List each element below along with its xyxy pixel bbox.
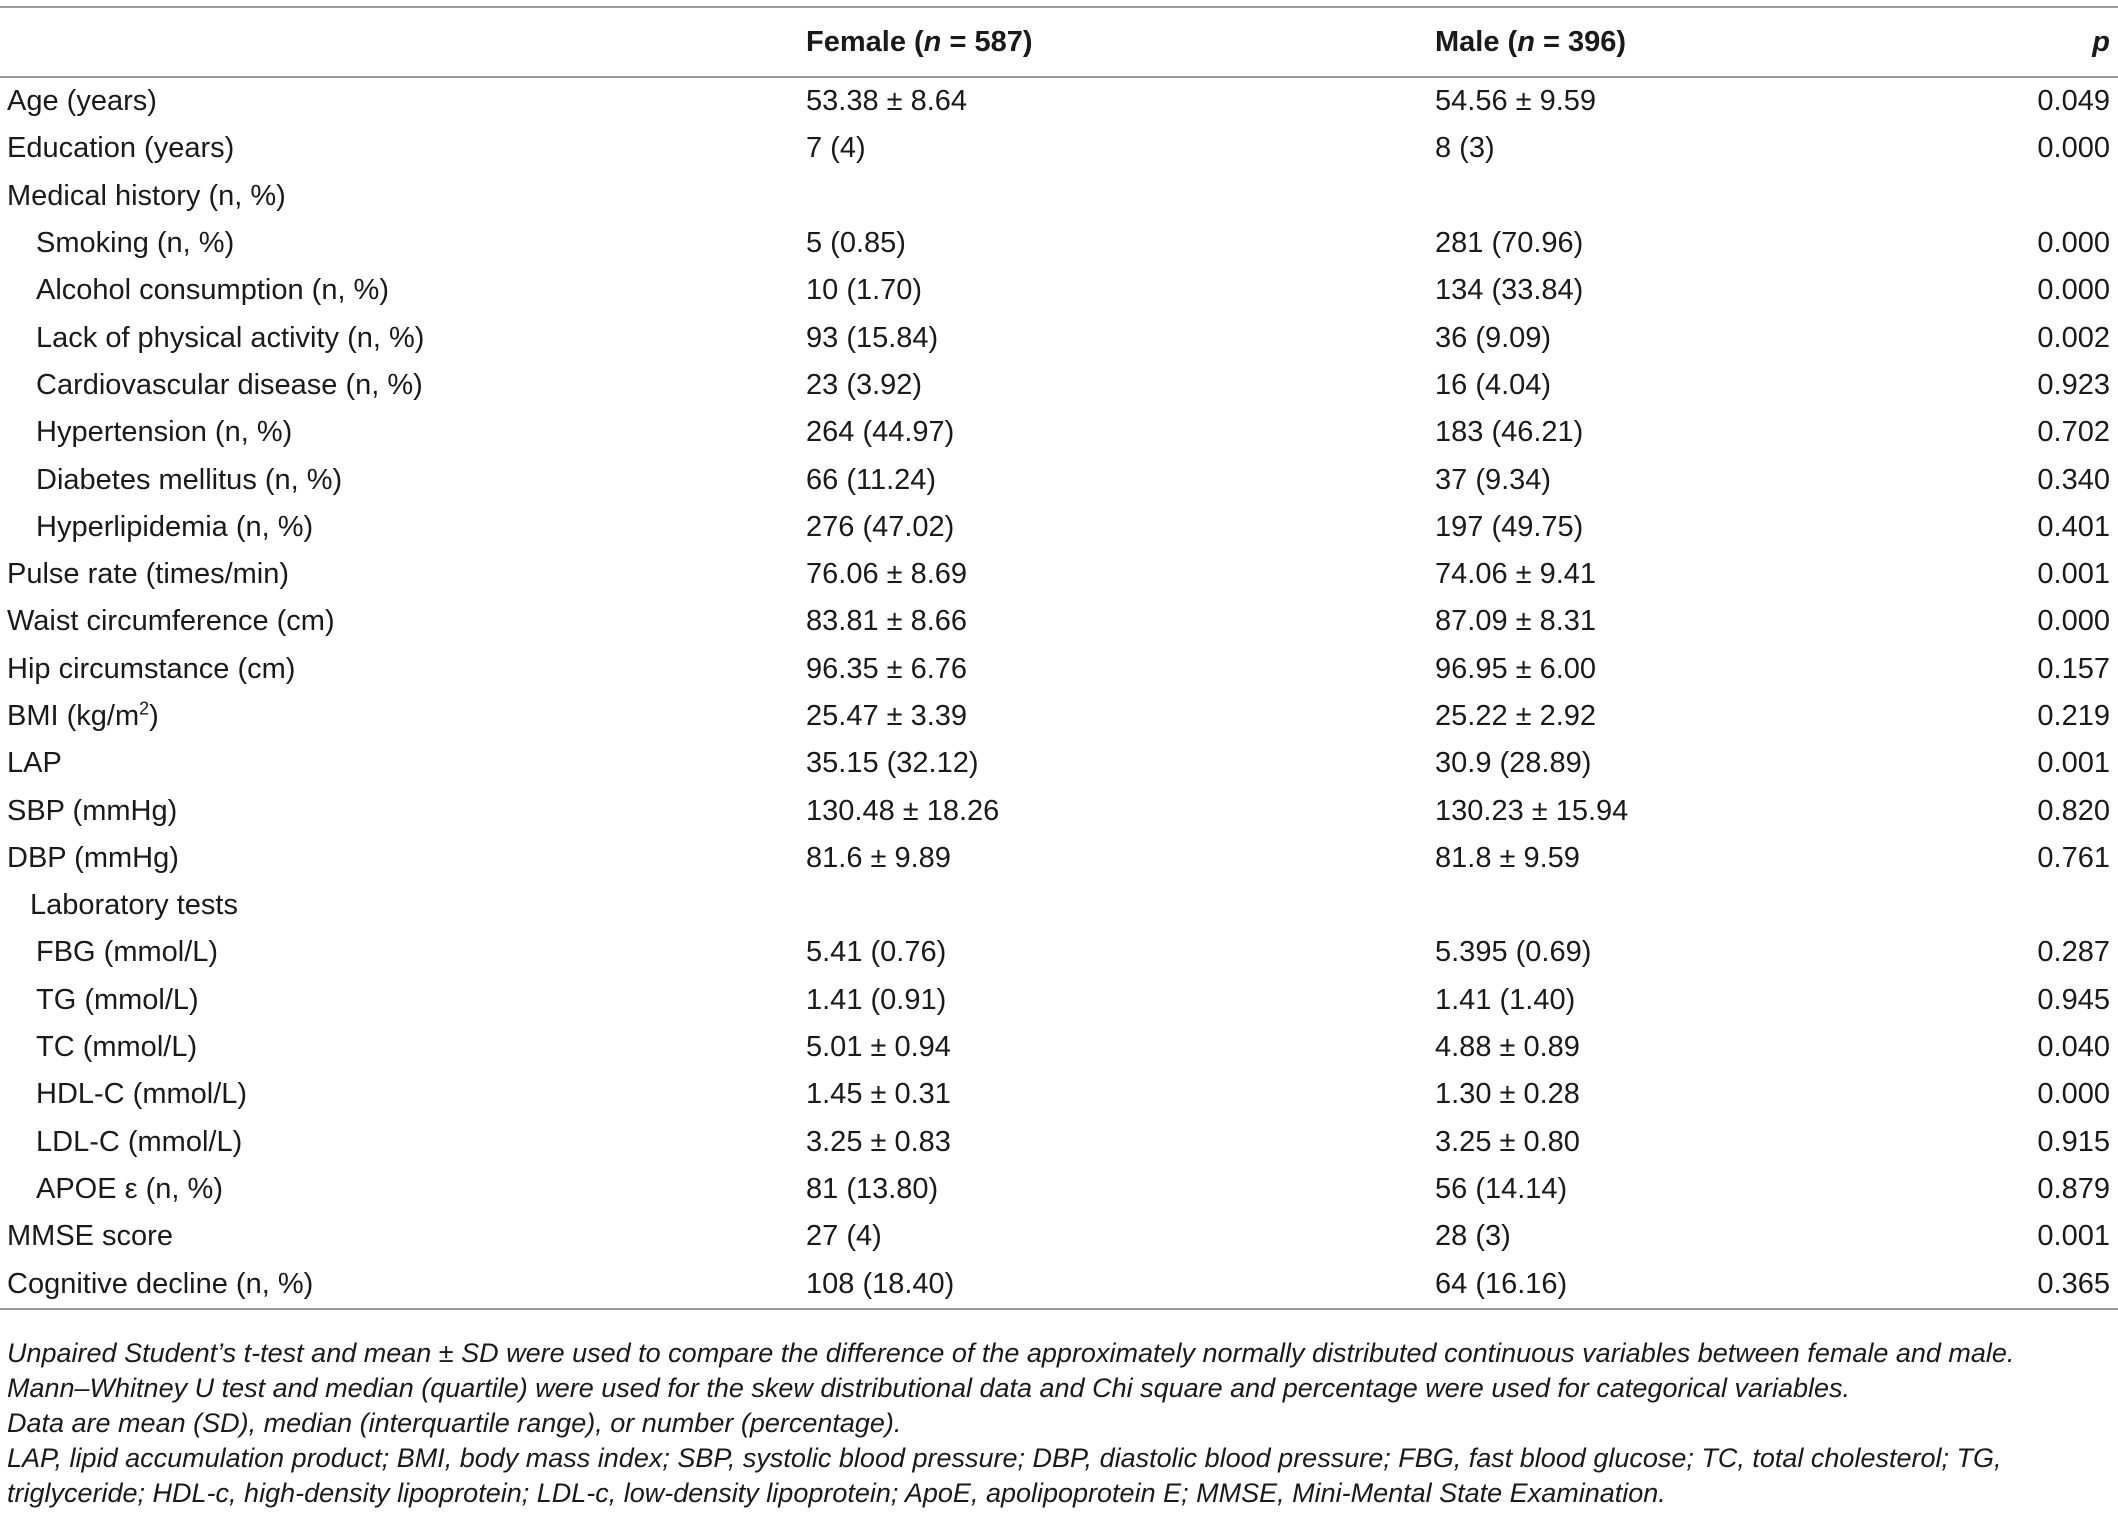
row-label: Lack of physical activity (n, %): [36, 321, 425, 354]
table-row: [0, 693, 2118, 740]
male-value: 8 (3): [1435, 132, 1495, 165]
male-value: 87.09 ± 8.31: [1435, 605, 1597, 638]
header-male: Male (n = 396): [1435, 25, 1626, 58]
male-value: 197 (49.75): [1435, 510, 1584, 543]
female-value: 66 (11.24): [806, 463, 937, 496]
table-row: [0, 504, 2118, 551]
table-row: [0, 1260, 2118, 1308]
p-value: 0.049: [2037, 85, 2110, 118]
p-value: 0.365: [2037, 1267, 2110, 1300]
p-value: 0.001: [2037, 747, 2110, 780]
table-row: [0, 125, 2118, 172]
female-value: 23 (3.92): [806, 368, 923, 401]
female-value: 264 (44.97): [806, 416, 955, 449]
female-value: 25.47 ± 3.39: [806, 700, 968, 732]
female-value: 5.01 ± 0.94: [806, 1031, 951, 1064]
male-value: 130.23 ± 15.94: [1435, 794, 1629, 827]
female-value: 1.45 ± 0.31: [806, 1078, 951, 1111]
p-value: 0.000: [2037, 274, 2110, 307]
p-value: 0.001: [2037, 1220, 2110, 1253]
p-value: 0.820: [2037, 794, 2110, 827]
female-value: 81.6 ± 9.89: [806, 841, 951, 874]
female-value: 130.48 ± 18.26: [806, 794, 1000, 827]
header-variable: [0, 7, 806, 77]
p-value: 0.040: [2037, 1031, 2110, 1064]
table-row: [0, 551, 2118, 598]
female-value: 93 (15.84): [806, 321, 939, 354]
header-female: Female (n = 587): [806, 25, 1033, 58]
p-value: 0.702: [2037, 416, 2110, 449]
male-value: 4.88 ± 0.89: [1435, 1031, 1580, 1064]
row-label: HDL-C (mmol/L): [36, 1078, 248, 1111]
male-value: 36 (9.09): [1435, 321, 1552, 354]
row-label: Alcohol consumption (n, %): [36, 274, 389, 307]
p-value: 0.915: [2037, 1125, 2110, 1158]
p-value: 0.219: [2037, 700, 2110, 732]
p-value: 0.000: [2037, 605, 2110, 638]
male-value: 5.395 (0.69): [1435, 936, 1592, 969]
table-row: [0, 1213, 2118, 1260]
p-value: 0.000: [2037, 227, 2110, 260]
table-row: [0, 977, 2118, 1024]
row-label: Hyperlipidemia (n, %): [36, 510, 314, 543]
row-label: Medical history (n, %): [7, 179, 286, 212]
table-row: [0, 1071, 2118, 1118]
p-value: 0.340: [2037, 463, 2110, 496]
male-value: [1435, 882, 1983, 929]
p-value: 0.945: [2037, 983, 2110, 1016]
male-value: 134 (33.84): [1435, 274, 1584, 307]
table-row: [0, 1119, 2118, 1166]
p-value: 0.761: [2037, 841, 2110, 874]
table-row: [0, 314, 2118, 361]
p-value: 0.002: [2037, 321, 2110, 354]
male-value: 56 (14.14): [1435, 1172, 1568, 1205]
table-row: [0, 646, 2118, 693]
table-row: [0, 362, 2118, 409]
table-footnotes: [7, 1336, 2107, 1511]
male-value: 37 (9.34): [1435, 463, 1552, 496]
row-label: Hip circumstance (cm): [7, 652, 296, 685]
p-value: 0.287: [2037, 936, 2110, 969]
p-value: [1983, 173, 2118, 220]
female-value: 3.25 ± 0.83: [806, 1125, 951, 1158]
row-label: Diabetes mellitus (n, %): [36, 463, 343, 496]
p-value: [1983, 882, 2118, 929]
table-row: [0, 929, 2118, 976]
row-label: SBP (mmHg): [7, 794, 178, 827]
table-row: [0, 787, 2118, 834]
male-value: 28 (3): [1435, 1220, 1511, 1253]
female-value: 10 (1.70): [806, 274, 923, 307]
female-value: 7 (4): [806, 132, 866, 165]
row-label: Pulse rate (times/min): [7, 558, 290, 591]
female-value: [806, 882, 1435, 929]
header-p-value: p: [2092, 25, 2110, 58]
female-value: 5.41 (0.76): [806, 936, 947, 969]
female-value: 35.15 (32.12): [806, 747, 979, 780]
table-header-row: [0, 7, 2118, 77]
row-label: Education (years): [7, 132, 235, 165]
row-label: Waist circumference (cm): [7, 605, 335, 638]
table-row: [0, 1024, 2118, 1071]
table-row: [0, 267, 2118, 314]
p-value: 0.000: [2037, 132, 2110, 165]
table-row: [0, 173, 2118, 220]
male-value: 54.56 ± 9.59: [1435, 85, 1597, 118]
male-value: 3.25 ± 0.80: [1435, 1125, 1580, 1158]
female-value: 83.81 ± 8.66: [806, 605, 968, 638]
male-value: 1.30 ± 0.28: [1435, 1078, 1580, 1111]
male-value: 183 (46.21): [1435, 416, 1584, 449]
footnote-line: triglyceride; HDL-c, high-density lipoprotein; LDL-c, low-density lipoprotein; ApoE, apolipoprotein E; MMSE, Mini-Mental State Examination.: [7, 1478, 1666, 1508]
row-label: LAP: [7, 747, 62, 780]
table-row: [0, 598, 2118, 645]
row-label: MMSE score: [7, 1220, 173, 1253]
row-label: DBP (mmHg): [7, 841, 179, 874]
male-value: 1.41 (1.40): [1435, 983, 1576, 1016]
female-value: 81 (13.80): [806, 1172, 939, 1205]
row-label: TG (mmol/L): [36, 983, 199, 1016]
row-label: TC (mmol/L): [36, 1031, 198, 1064]
female-value: 5 (0.85): [806, 227, 906, 260]
row-label: APOE ε (n, %): [36, 1172, 223, 1205]
table-row: [0, 1166, 2118, 1213]
female-value: 76.06 ± 8.69: [806, 558, 968, 591]
male-value: 281 (70.96): [1435, 227, 1584, 260]
row-label: Cognitive decline (n, %): [7, 1267, 314, 1300]
table-row: [0, 456, 2118, 503]
female-value: 96.35 ± 6.76: [806, 652, 968, 685]
table-row: [0, 220, 2118, 267]
male-value: 30.9 (28.89): [1435, 747, 1592, 780]
p-value: 0.923: [2037, 368, 2110, 401]
p-value: 0.001: [2037, 558, 2110, 591]
p-value: 0.000: [2037, 1078, 2110, 1111]
footnote-line: LAP, lipid accumulation product; BMI, body mass index; SBP, systolic blood pressure; DBP, diastolic blood pressure; FBG, fast blood glucose; TC, total cholesterol; TG,: [7, 1443, 2002, 1473]
table-row: [0, 882, 2118, 929]
female-value: 276 (47.02): [806, 510, 955, 543]
row-label: LDL-C (mmol/L): [36, 1125, 243, 1158]
male-value: 81.8 ± 9.59: [1435, 841, 1580, 874]
female-value: [806, 173, 1435, 220]
characteristics-table: [0, 6, 2118, 1310]
male-value: 96.95 ± 6.00: [1435, 652, 1597, 685]
table-row: [0, 835, 2118, 882]
p-value: 0.157: [2037, 652, 2110, 685]
row-label: BMI $(kg/m^2)$: [7, 698, 159, 732]
female-value: 27 (4): [806, 1220, 882, 1253]
table-row: [0, 77, 2118, 125]
male-value: 25.22 ± 2.92: [1435, 700, 1597, 732]
table-row: [0, 740, 2118, 787]
female-value: 1.41 (0.91): [806, 983, 947, 1016]
p-value: 0.879: [2037, 1172, 2110, 1205]
p-value: 0.401: [2037, 510, 2110, 543]
male-value: 16 (4.04): [1435, 368, 1552, 401]
footnote-line: Unpaired Student’s t-test and mean ± SD were used to compare the difference of the approximately normally distributed continuous variables between female and male.: [7, 1338, 2015, 1368]
table-row: [0, 409, 2118, 456]
male-value: 64 (16.16): [1435, 1267, 1568, 1300]
row-label: Hypertension (n, %): [36, 416, 293, 449]
row-label: Smoking (n, %): [36, 227, 235, 260]
row-label: Laboratory tests: [30, 889, 238, 922]
footnote-line: Data are mean (SD), median (interquartile range), or number (percentage).: [7, 1408, 902, 1438]
male-value: [1435, 173, 1983, 220]
row-label: Age (years): [7, 85, 157, 118]
row-label: FBG (mmol/L): [36, 936, 219, 969]
female-value: 53.38 ± 8.64: [806, 85, 968, 118]
footnote-line: Mann–Whitney U test and median (quartile) were used for the skew distributional data and Chi square and percentage were used for categorical variables.: [7, 1373, 1851, 1403]
male-value: 74.06 ± 9.41: [1435, 558, 1597, 591]
female-value: 108 (18.40): [806, 1267, 955, 1300]
row-label: Cardiovascular disease (n, %): [36, 368, 423, 401]
